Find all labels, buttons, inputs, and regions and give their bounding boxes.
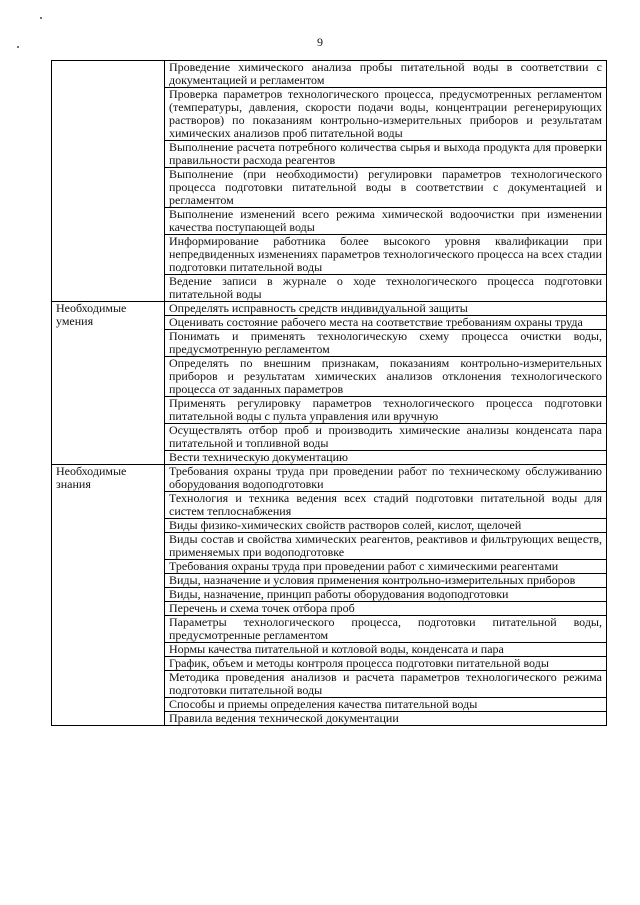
table-cell: Проверка параметров технологического процесса, предусмотренных регламентом (температуры, давления, скорости подачи воды, концентрации регенерирующих растворов) по показаниям контрольно-измерительных приборов и результатам химических анализов проб питательной воды [165, 88, 607, 141]
table-cell: Виды, назначение, принцип работы оборудования водоподготовки [165, 588, 607, 602]
table-cell: График, объем и методы контроля процесса подготовки питательной воды [165, 657, 607, 671]
table-cell: Ведение записи в журнале о ходе технологического процесса подготовки питательной воды [165, 275, 607, 302]
scan-speck [40, 17, 42, 19]
table-cell: Оценивать состояние рабочего места на соответствие требованиям охраны труда [165, 316, 607, 330]
table-cell: Методика проведения анализов и расчета параметров технологического режима подготовки питательной воды [165, 671, 607, 698]
table-cell: Проведение химического анализа пробы питательной воды в соответствии с документацией и регламентом [165, 61, 607, 88]
table-cell: Понимать и применять технологическую схему процесса очистки воды, предусмотренную регламентом [165, 330, 607, 357]
table-cell: Определять исправность средств индивидуальной защиты [165, 302, 607, 316]
section-label [52, 61, 165, 302]
table-cell: Выполнение (при необходимости) регулировки параметров технологического процесса подготовки питательной воды в соответствии с документацией и регламентом [165, 168, 607, 208]
table-cell: Технология и техника ведения всех стадий подготовки питательной воды для систем теплоснабжения [165, 492, 607, 519]
table-row [52, 465, 607, 492]
table-cell: Параметры технологического процесса, подготовки питательной воды, предусмотренные регламентом [165, 616, 607, 643]
table-cell: Нормы качества питательной и котловой воды, конденсата и пара [165, 643, 607, 657]
table-cell: Требования охраны труда при проведении работ с химическими реагентами [165, 560, 607, 574]
page-number: 9 [317, 35, 323, 49]
table-cell: Выполнение изменений всего режима химической водоочистки при изменении качества поступающей воды [165, 208, 607, 235]
table-cell: Осуществлять отбор проб и производить химические анализы конденсата пара питательной и топливной воды [165, 424, 607, 451]
table-cell: Определять по внешним признакам, показаниям контрольно-измерительных приборов и результатам химических анализов отклонения технологического процесса от заданных параметров [165, 357, 607, 397]
table-cell: Перечень и схема точек отбора проб [165, 602, 607, 616]
section-label: Необходимые знания [52, 465, 165, 726]
table-cell: Требования охраны труда при проведении работ по техническому обслуживанию оборудования водоподготовки [165, 465, 607, 492]
table-cell: Вести техническую документацию [165, 451, 607, 465]
table-cell: Выполнение расчета потребного количества сырья и выхода продукта для проверки правильности расхода реагентов [165, 141, 607, 168]
table-cell: Виды, назначение и условия применения контрольно-измерительных приборов [165, 574, 607, 588]
table-cell: Правила ведения технической документации [165, 712, 607, 726]
table-cell: Применять регулировку параметров технологического процесса подготовки питательной воды с пульта управления или вручную [165, 397, 607, 424]
competency-table [51, 60, 607, 726]
table-row [52, 61, 607, 88]
table-cell: Информирование работника более высокого уровня квалификации при непредвиденных изменениях параметров технологического процесса на всех стадии подготовки питательной воды [165, 235, 607, 275]
table-cell: Виды состав и свойства химических реагентов, реактивов и фильтрующих веществ, применяемых при водоподготовке [165, 533, 607, 560]
table-cell: Способы и приемы определения качества питательной воды [165, 698, 607, 712]
table-cell: Виды физико-химических свойств растворов солей, кислот, щелочей [165, 519, 607, 533]
section-label: Необходимые умения [52, 302, 165, 465]
table-row [52, 302, 607, 316]
